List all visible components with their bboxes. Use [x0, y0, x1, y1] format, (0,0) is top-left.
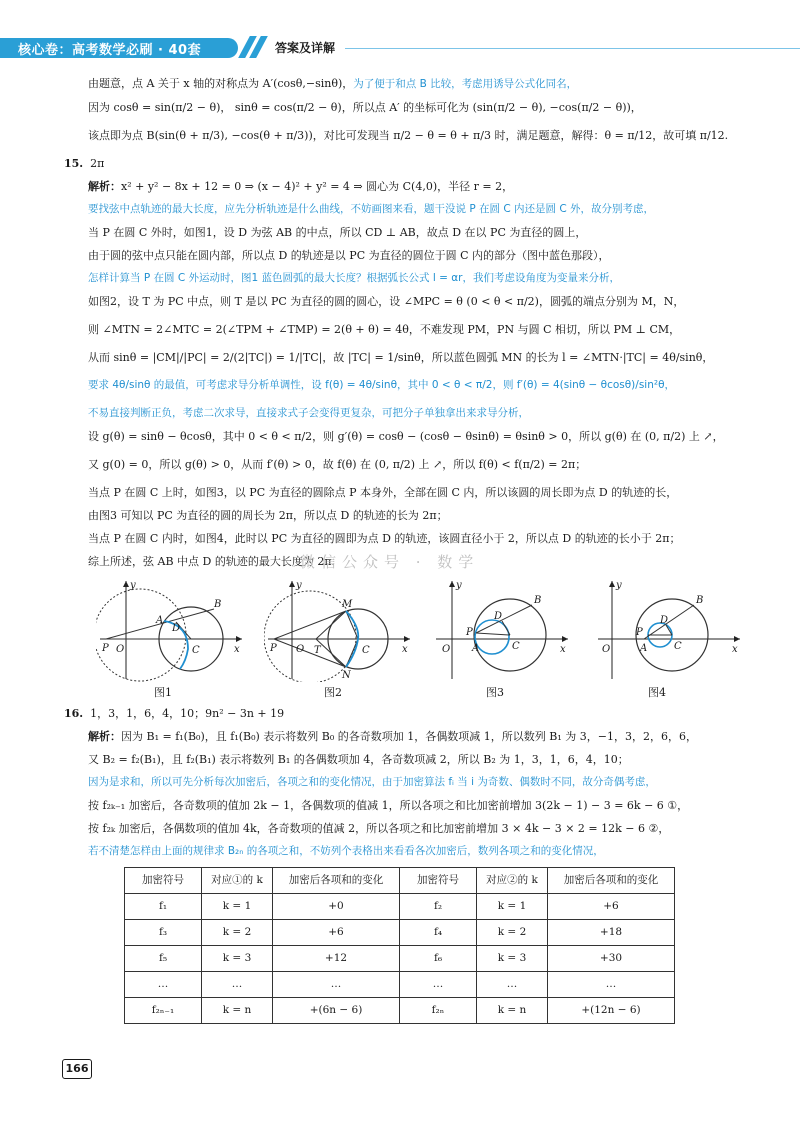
figure-label: y [130, 580, 136, 591]
figure-label: P [102, 643, 109, 654]
solution-line: 该点即为点 B(sin(θ + π/3), −cos(θ + π/3))，对比可发现当 π/2 − θ = θ + π/3 时，满足题意，解得：θ = π/12，故可填 π/12. [88, 129, 729, 142]
solution-line: 综上所述，弦 AB 中点 D 的轨迹的最大长度为 2π. [88, 555, 336, 568]
figure-label: B [534, 595, 542, 606]
figure-label: A [640, 643, 648, 654]
table-cell: … [548, 972, 675, 998]
table-header: 加密符号 [400, 868, 477, 894]
table-row [125, 920, 675, 946]
margin-note: 怎样计算当 P 在圆 C 外运动时，图1 蓝色圆弧的最大长度？根据弧长公式 l = αr，我们考虑设角度为变量来分析， [88, 272, 620, 284]
table-cell: f₅ [125, 946, 202, 972]
solution-line: 从而 sinθ = |CM|/|PC| = 2/(2|TC|) = 1/|TC|，故 |TC| = 1/sinθ，所以蓝色圆弧 MN 的长为 l = ∠MTN·|TC| = 4θ/sinθ， [88, 351, 714, 364]
section-title: 答案及详解 [275, 41, 336, 55]
solution-line: 因为 cosθ = sin(π/2 − θ)， sinθ = cos(π/2 − θ)，所以点 A′ 的坐标可化为 (sin(π/2 − θ), −cos(π/2 − θ))， [88, 101, 642, 114]
analysis-label: 解析： [88, 730, 121, 743]
table-cell: f₂ₙ [400, 998, 477, 1024]
table-cell: f₁ [125, 894, 202, 920]
figure-2-diagram [264, 577, 414, 682]
solution-line: 当 P 在圆 C 外时，如图1，设 D 为弦 AB 的中点，所以 CD ⊥ AB，故点 D 在以 PC 为直径的圆上， [88, 226, 587, 239]
margin-note: 要求 4θ/sinθ 的最值，可考虑求导分析单调性，设 f(θ) = 4θ/sinθ，其中 0 < θ < π/2，则 f′(θ) = 4(sinθ − θcosθ)/sin²θ， [88, 379, 675, 391]
encryption-table [124, 867, 675, 1024]
table-cell: k = 1 [202, 894, 273, 920]
figure-label: O [602, 644, 611, 655]
table-cell: … [477, 972, 548, 998]
table-cell: +0 [273, 894, 400, 920]
table-cell: … [202, 972, 273, 998]
solution-line: 当点 P 在圆 C 上时，如图3，以 PC 为直径的圆除点 P 本身外，全部在圆 C 内，所以该圆的周长即为点 D 的轨迹的长， [88, 486, 678, 499]
table-cell: f₂ₙ₋₁ [125, 998, 202, 1024]
solution-line: 设 g(θ) = sinθ − θcosθ，其中 0 < θ < π/2，则 g′(θ) = cosθ − (cosθ − θsinθ) = θsinθ > 0，所以 g(θ) 在 (0, π/2) 上 ↗， [88, 430, 724, 443]
watermark: 微信公众号 · 数学 [300, 553, 480, 571]
table-cell: +(12n − 6) [548, 998, 675, 1024]
table-cell: k = 2 [477, 920, 548, 946]
table-row [125, 998, 675, 1024]
solution-line: 按 f₂ₖ 加密后，各偶数项的值加 4k，各奇数项的值减 2，所以各项之和比加密前增加 3 × 4k − 3 × 2 = 12k − 6 ②， [88, 822, 670, 835]
figure-1-diagram [96, 577, 246, 682]
figure-row [86, 577, 758, 702]
figure-label: x [234, 644, 240, 655]
table-row [125, 972, 675, 998]
table-cell: … [125, 972, 202, 998]
figure-label: N [342, 670, 351, 681]
table-cell: f₂ [400, 894, 477, 920]
figure-label: P [270, 643, 277, 654]
table-header: 加密符号 [125, 868, 202, 894]
figure-caption: 图2 [324, 686, 342, 699]
table-cell: k = 1 [477, 894, 548, 920]
question-15-heading [64, 156, 760, 171]
figure-label: T [314, 645, 321, 656]
margin-note: 不易直接判断正负，考虑二次求导，直接求式子会变得更复杂，可把分子单独拿出来求导分析， [88, 407, 529, 419]
figure-label: C [192, 645, 200, 656]
table-cell: +(6n − 6) [273, 998, 400, 1024]
table-cell: k = 3 [477, 946, 548, 972]
figure-label: P [636, 627, 643, 638]
table-cell: k = 2 [202, 920, 273, 946]
table-cell: f₄ [400, 920, 477, 946]
question-answer: 1，3，1，6，4，10；9n² − 3n + 19 [90, 707, 285, 720]
table-cell: f₃ [125, 920, 202, 946]
solution-line: 由图3 可知以 PC 为直径的圆的周长为 2π，所以点 D 的轨迹的长为 2π； [88, 509, 448, 522]
figure-label: B [214, 599, 222, 610]
figure-caption: 图4 [648, 686, 666, 699]
figure-label: C [512, 641, 520, 652]
table-cell: k = n [202, 998, 273, 1024]
header-rule [345, 48, 800, 49]
figure-label: O [442, 644, 451, 655]
figure-label: y [616, 580, 622, 591]
table-cell: +30 [548, 946, 675, 972]
table-cell: +12 [273, 946, 400, 972]
figure-label: x [560, 644, 566, 655]
table-row [125, 894, 675, 920]
figure-label: O [116, 644, 125, 655]
table-cell: k = n [477, 998, 548, 1024]
question-number: 16. [64, 707, 84, 720]
table-cell: … [273, 972, 400, 998]
figure-label: x [402, 644, 408, 655]
margin-note: 若不清楚怎样由上面的规律求 B₂ₙ 的各项之和，不妨列个表格出来看看各次加密后，数列各项之和的变化情况， [88, 845, 604, 857]
solution-line: 解析：因为 B₁ = f₁(B₀)，且 f₁(B₀) 表示将数列 B₀ 的各奇数项加 1，各偶数项减 1，所以数列 B₁ 为 3，−1，3，2，6，6， [88, 730, 697, 743]
figure-label: A [156, 615, 164, 626]
question-answer: 2π [90, 157, 105, 170]
question-16-heading [64, 706, 760, 721]
figure-label: C [674, 641, 682, 652]
table-header: 对应②的 k [477, 868, 548, 894]
table-header: 加密后各项和的变化 [548, 868, 675, 894]
figure-label: D [494, 611, 503, 622]
table-cell: +6 [273, 920, 400, 946]
figure-label: x [732, 644, 738, 655]
solution-line: 当点 P 在圆 C 内时，如图4，此时以 PC 为直径的圆即为点 D 的轨迹，该圆直径小于 2，所以点 D 的轨迹的长小于 2π； [88, 532, 681, 545]
solution-line: 如图2，设 T 为 PC 中点，则 T 是以 PC 为直径的圆的圆心，设 ∠MPC = θ (0 < θ < π/2)，圆弧的端点分别为 M，N， [88, 295, 685, 308]
table-header: 加密后各项和的变化 [273, 868, 400, 894]
margin-note: 要找弦中点轨迹的最大长度，应先分析轨迹是什么曲线，不妨画图来看，题干没说 P 在圆 C 内还是圆 C 外，故分别考虑， [88, 203, 655, 215]
figure-3-diagram [432, 577, 572, 682]
table-cell: … [400, 972, 477, 998]
figure-label: D [172, 623, 181, 634]
solution-line: 又 g(0) = 0，所以 g(θ) > 0，从而 f′(θ) > 0，故 f(θ) 在 (0, π/2) 上 ↗，所以 f(θ) < f(π/2) = 2π； [88, 458, 587, 471]
solution-line: 则 ∠MTN = 2∠MTC = 2(∠TPM + ∠TMP) = 2(θ + θ) = 4θ，不难发现 PM，PN 与圆 C 相切，所以 PM ⊥ CM， [88, 323, 681, 336]
table-cell: k = 3 [202, 946, 273, 972]
figure-4-diagram [594, 577, 744, 682]
solution-line: 解析：x² + y² − 8x + 12 = 0 ⇒ (x − 4)² + y² = 4 ⇒ 圆心为 C(4,0)，半径 r = 2， [88, 180, 514, 193]
question-number: 15. [64, 157, 84, 170]
figure-label: A [472, 643, 480, 654]
page-number: 166 [62, 1059, 92, 1079]
solution-line: 又 B₂ = f₂(B₁)，且 f₂(B₁) 表示将数列 B₁ 的各偶数项加 4，各奇数项减 2，所以 B₂ 为 1，3，1，6，4，10； [88, 753, 629, 766]
figure-label: y [456, 580, 462, 591]
figure-label: O [296, 644, 305, 655]
table-cell: +6 [548, 894, 675, 920]
table-cell: f₆ [400, 946, 477, 972]
figure-label: D [660, 615, 669, 626]
figure-caption: 图3 [486, 686, 504, 699]
analysis-label: 解析： [88, 180, 121, 193]
page-content [64, 76, 760, 1024]
table-cell: +18 [548, 920, 675, 946]
margin-note: 为了便于和点 B 比较，考虑用诱导公式化同名， [353, 78, 578, 90]
solution-line: 由于圆的弦中点只能在圆内部，所以点 D 的轨迹是以 PC 为直径的圆位于圆 C 内的部分（图中蓝色那段）， [88, 249, 610, 262]
solution-line: 由题意，点 A 关于 x 轴的对称点为 A′(cosθ,−sinθ)，为了便于和点 B 比较，考虑用诱导公式化同名， [88, 77, 578, 90]
solution-line: 按 f₂ₖ₋₁ 加密后，各奇数项的值加 2k − 1，各偶数项的值减 1，所以各项之和比加密前增加 3(2k − 1) − 3 = 6k − 6 ①， [88, 799, 689, 812]
figure-label: y [296, 580, 302, 591]
figure-label: C [362, 645, 370, 656]
table-header: 对应①的 k [202, 868, 273, 894]
figure-label: P [466, 627, 473, 638]
table-header-row [125, 868, 675, 894]
table-row [125, 946, 675, 972]
page-header [0, 36, 800, 64]
figure-caption: 图1 [154, 686, 172, 699]
figure-label: M [342, 599, 353, 610]
book-title: 核心卷：高考数学必刷 · 40套 [18, 43, 202, 58]
margin-note: 因为是求和，所以可先分析每次加密后，各项之和的变化情况，由于加密算法 fᵢ 当 i 为奇数、偶数时不同，故分奇偶考虑， [88, 776, 656, 788]
figure-label: B [696, 595, 704, 606]
